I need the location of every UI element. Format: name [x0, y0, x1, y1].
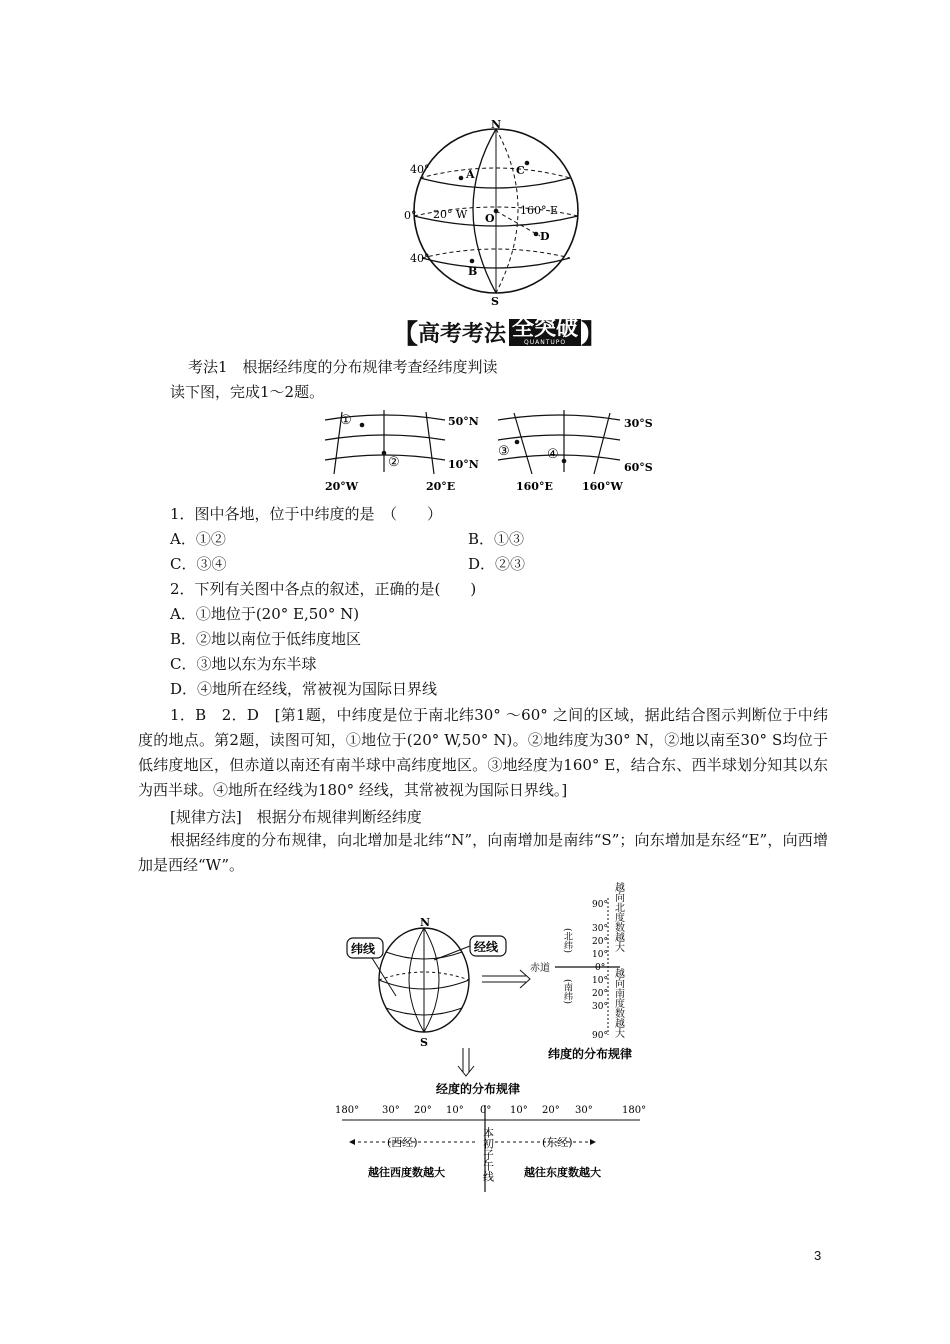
globe-b: B [468, 265, 478, 278]
section-banner [392, 315, 607, 349]
banner-right-bracket: 】 [581, 319, 608, 350]
east-lon-label: (东经) [542, 1136, 573, 1149]
lat-tick-8: 30° [592, 1002, 608, 1012]
method-body: 根据经纬度的分布规律，向北增加是北纬“N”，向南增加是南纬“S”；向东增加是东经“E”，向西增加是西经“W”。 [138, 831, 828, 874]
lat-tick-3: 20° [592, 937, 608, 947]
q2-stem: 2．下列有关图中各点的叙述，正确的是( ) [170, 580, 477, 598]
diagram-n: N [420, 916, 431, 929]
map-left-lat-bottom: 10°N [448, 458, 479, 471]
globe-lat0: 0° [404, 209, 417, 222]
globe-c: C [516, 164, 525, 177]
lat-tick-6: 10° [592, 976, 608, 986]
lon-tick-5: 0° [480, 1105, 492, 1116]
lon-tick-1: 180° [335, 1105, 360, 1116]
globe-d: D [540, 230, 550, 243]
globe-figure [400, 118, 590, 308]
section-instruction: 读下图，完成1～2题。 [170, 383, 325, 401]
lon-tick-6: 10° [510, 1105, 528, 1116]
lon-tick-2: 30° [382, 1105, 400, 1116]
map-point-2: ② [388, 455, 400, 470]
banner-box-text: 全突破 [512, 315, 579, 341]
globe-o: O [485, 212, 495, 225]
lat-tick-5: 0° [595, 963, 606, 973]
map-point-4: ④ [547, 447, 559, 462]
west-more-label: 越往西度数越大 [368, 1166, 445, 1179]
banner-box-sub: QUANTUPO [523, 338, 567, 346]
lat-tick-4: 10° [592, 950, 608, 960]
grid-map-figure [320, 408, 670, 498]
banner-left-bracket: 【 [392, 319, 419, 350]
map-left-lon-left: 20°W [325, 480, 359, 493]
map-left-lon-right: 20°E [426, 480, 456, 493]
south-down-label: 越向南度数越大 [612, 968, 624, 1038]
globe-lon160e: 160° E [520, 204, 559, 217]
lon-tick-4: 10° [446, 1105, 464, 1116]
lat-lon-diagram [330, 880, 660, 1195]
lon-rule-label: 经度的分布规律 [436, 1082, 521, 1096]
answer-explanation: 1．B 2．D [第1题，中纬度是位于南北纬30° ～60° 之间的区域，据此结合图示判断位于中纬度的地点。第2题，读图可知，①地位于(20° W,50° N)。②地纬度为30° N，②地以南至30° S均位于低纬度地区，但赤道以南还有南半球中高纬度地区。③地经度为160° E，结合东、西半球划分知其以东为西半球。④地所在经线为180° 经线，其常被视为国际日界线。] [138, 706, 828, 799]
globe-lat40s: 40° [410, 252, 430, 265]
lat-tick-9: 90° [592, 1031, 608, 1041]
q2-option-d: D．④地所在经线，常被视为国际日界线 [170, 680, 438, 698]
q2-option-b: B．②地以南位于低纬度地区 [170, 630, 362, 648]
prime-meridian-label: 本初子午线 [481, 1127, 495, 1182]
method-title: [规律方法] 根据分布规律判断经纬度 [170, 808, 422, 826]
lon-tick-3: 20° [414, 1105, 432, 1116]
north-up-label: 越向北度数越大 [612, 882, 624, 952]
q1-option-c: C．③④ [170, 555, 227, 573]
map-right-lon-right: 160°W [582, 480, 623, 493]
globe-n: N [491, 118, 502, 131]
lat-tick-1: 90° [592, 900, 608, 910]
map-point-3: ③ [498, 444, 510, 459]
globe-a: A [466, 168, 475, 181]
lat-tick-2: 30° [592, 924, 608, 934]
weixian-label: 纬线 [351, 942, 376, 956]
q1-option-a: A．①② [170, 530, 226, 548]
q1-option-b: B．①③ [468, 530, 525, 548]
east-more-label: 越往东度数越大 [524, 1166, 601, 1179]
q2-option-c: C．③地以东为东半球 [170, 655, 317, 673]
q1-option-d: D．②③ [468, 555, 526, 573]
banner-box [509, 315, 581, 346]
banner-title: 高考考法 [418, 321, 507, 347]
south-lat-label: (南纬) [562, 979, 572, 1005]
lon-tick-8: 30° [575, 1105, 593, 1116]
globe-s: S [491, 295, 499, 308]
globe-lon20w: 20° W [433, 208, 468, 221]
lon-tick-7: 20° [542, 1105, 560, 1116]
page-number: 3 [814, 1248, 822, 1263]
globe-lat40n: 40° [410, 163, 430, 176]
lat-rule-label: 纬度的分布规律 [548, 1047, 633, 1061]
map-right-lat-top: 30°S [624, 417, 653, 430]
map-point-1: ① [340, 413, 352, 428]
lat-tick-7: 20° [592, 989, 608, 999]
q2-option-a: A．①地位于(20° E,50° N) [170, 605, 360, 623]
jingxian-label: 经线 [474, 940, 499, 954]
lon-tick-9: 180° [622, 1105, 647, 1116]
map-left-lat-top: 50°N [448, 415, 479, 428]
west-lon-label: (西经) [387, 1136, 418, 1149]
map-right-lat-bottom: 60°S [624, 461, 653, 474]
map-right-lon-left: 160°E [516, 480, 553, 493]
north-lat-label: (北纬) [562, 928, 572, 954]
section-heading: 考法1 根据经纬度的分布规律考查经纬度判读 [188, 358, 498, 376]
q1-stem: 1．图中各地，位于中纬度的是 （ ） [170, 505, 443, 523]
equator-label: 赤道 [530, 963, 550, 974]
diagram-s: S [420, 1036, 428, 1049]
